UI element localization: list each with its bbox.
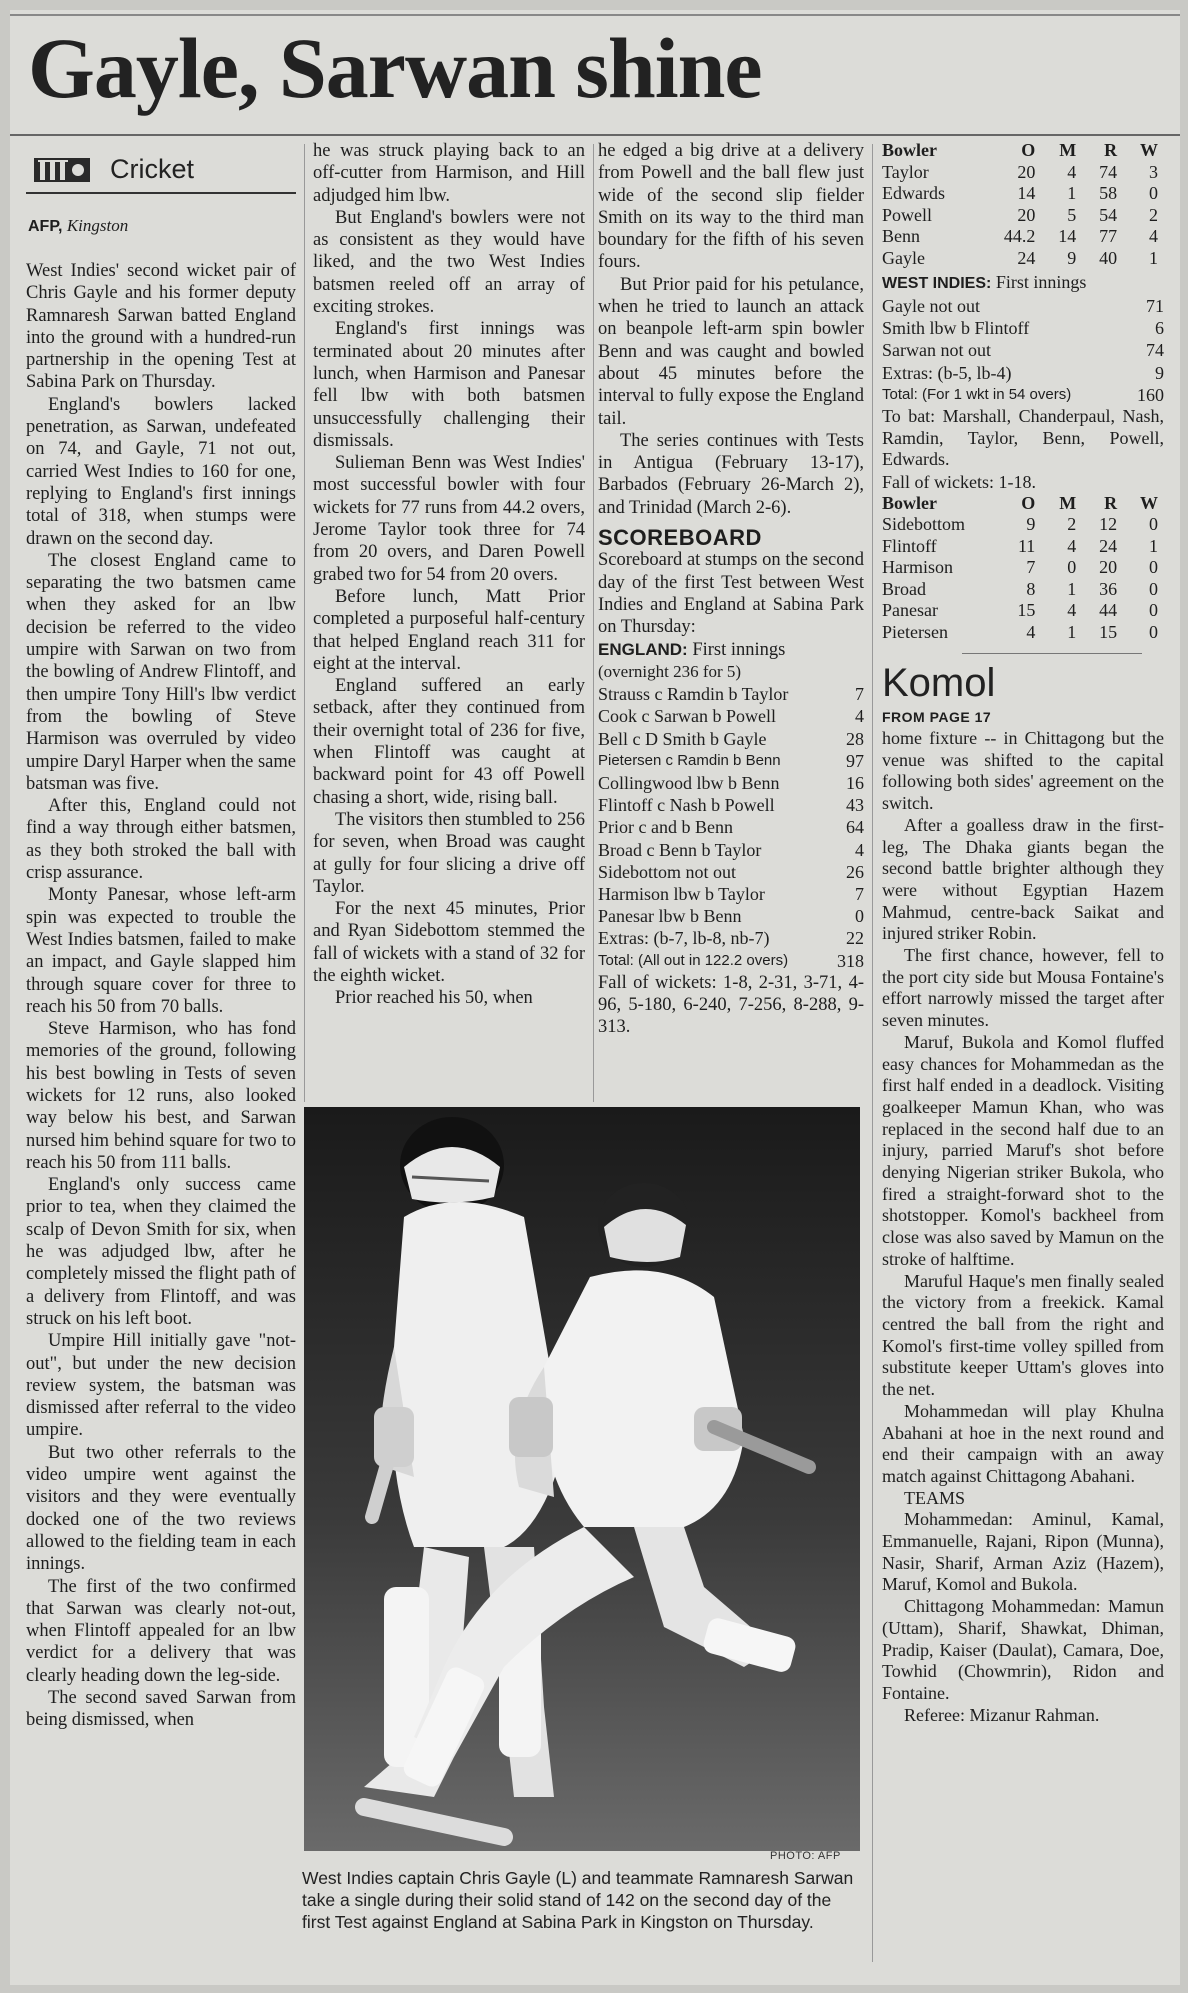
bowling-figure: 20: [1017, 161, 1036, 182]
article-paragraph: The visitors then stumbled to 256 for seven, when Broad was caught at gully for four slicing a drive off Taylor.: [313, 809, 585, 897]
scorecard-row: [598, 883, 864, 905]
bowling-figure: 74: [1099, 161, 1118, 182]
bowling-row: [882, 536, 1158, 558]
scorecard-runs: 6: [1155, 318, 1164, 339]
scorecard-runs: 4: [855, 706, 864, 727]
scorecard-row: [882, 295, 1164, 317]
scorecard-row: [598, 750, 864, 772]
article-paragraph: TEAMS: [904, 1487, 966, 1508]
article-paragraph: But England's bowlers were not as consistent as they would have liked, and the two West Indies batsmen reeled off an array of exciting strokes.: [313, 207, 585, 318]
scorecard-runs: 74: [1146, 340, 1164, 361]
photo-credit: PHOTO: AFP: [770, 1850, 841, 1862]
bowling-row: [882, 183, 1158, 205]
bowling-figure: 1: [1149, 535, 1158, 556]
article-paragraph: England's only success came prior to tea, when they claimed the scalp of Devon Smith for six, when he was adjudged lbw, after he completely missed the flight path of a delivery from Flintoff, and was struck on his left boot.: [26, 1175, 296, 1329]
article-paragraph: Maruful Haque's men finally sealed the victory from a freekick. Kamal centred the ball from the right and Komol's first-time volley spilled from substitute keeper Uttam's gloves into the net.: [882, 1270, 1164, 1400]
bowling-figure: 14: [1017, 183, 1036, 203]
wi-innings-heading: [882, 271, 1164, 295]
bowling-figure: 1: [1067, 578, 1077, 599]
bowling-header-row: [882, 140, 1158, 162]
article-paragraph: Prior reached his 50, when: [335, 988, 533, 1009]
scorecard-runs: 97: [846, 750, 864, 771]
scorecard-row: [598, 950, 864, 972]
photo-caption: West Indies captain Chris Gayle (L) and teammate Ramnaresh Sarwan take a single during their solid stand of 142 on the second day of the first Test against England at Sabina Park in Kingston on Thursday.: [302, 1868, 854, 1932]
article-paragraph: Umpire Hill initially gave "not-out", but under the new decision review system, the batsman was dismissed after referral to the video umpire.: [26, 1331, 296, 1441]
bowling-figure: 12: [1099, 514, 1118, 535]
scorecard-row: [598, 728, 864, 750]
scorecard-row: [598, 927, 864, 949]
scorecard-runs: 71: [1146, 296, 1164, 316]
article-paragraph: The closest England came to separating the two batsmen came when they asked for an lbw decision be referred to the video umpire with Sarwan on two from the bowling of Andrew Flintoff, and then umpire Tony Hill's lbw verdict from the bowling of Steve Harmison was overruled by video umpire Daryl Harper when the same batsman was five.: [26, 550, 296, 794]
scorecard-runs: 28: [846, 728, 864, 749]
bowling-figure: 14: [1058, 226, 1077, 246]
scorecard-runs: 7: [855, 883, 864, 904]
article-paragraph: For the next 45 minutes, Prior and Ryan Sidebottom stemmed the fall of wickets with a stand of 32 for the eighth wicket.: [313, 899, 585, 986]
bowler-name: Pietersen: [882, 621, 948, 642]
article-column-4: [882, 140, 1164, 1726]
scorecard-row: [598, 772, 864, 794]
article-paragraph: After a goalless draw in the first-leg, The Dhaka giants began the second battle brighter although they were without Egyptian Hazem Mahmud, centre-back Saikat and injured striker Robin.: [882, 814, 1164, 944]
cricket-stumps-icon: [32, 154, 92, 184]
scorecard-batsman: Extras: (b-5, lb-4): [882, 362, 1012, 383]
bowling-figure: 11: [1017, 535, 1036, 556]
scorecard-batsman: Pietersen c Ramdin b Benn: [598, 751, 781, 769]
bowler-name: Broad: [882, 578, 926, 599]
bowling-figure: 4: [1026, 621, 1036, 642]
scorecard-batsman: Collingwood lbw b Benn: [598, 772, 780, 793]
scorecard-batsman: Sidebottom not out: [598, 861, 737, 882]
bowler-name: Sidebottom: [882, 514, 966, 535]
scorecard-runs: 9: [1155, 362, 1164, 383]
bowling-row: [882, 226, 1158, 248]
bowling-row: [882, 162, 1158, 184]
article-paragraph: Maruf, Bukola and Komol fluffed easy chances for Mohammedan as the first half ended in a deadlock. Visiting goalkeeper Mamun Khan, who was replaced in the second half due to an injury, parried Maruf's shot before denying Nigerian striker Bukola, who fired a straight-forward shot to the shotstopper. Komol's backheel from close was also saved by Mamun on the stroke of halftime.: [882, 1031, 1164, 1269]
bowling-figure: 8: [1026, 578, 1036, 599]
article-paragraph: home fixture -- in Chittagong but the venue was shifted to the capital following both sides' agreement on the switch.: [882, 728, 1164, 814]
byline-place: Kingston: [66, 216, 129, 235]
scorecard-batsman: Gayle not out: [882, 296, 980, 316]
article-paragraph: England suffered an early setback, after they continued from their overnight total of 236 for five, when Flintoff was caught at backward point for 43 off Powell chasing a short, wide, rising ball.: [313, 676, 585, 808]
bowling-figure: 0: [1067, 557, 1077, 578]
bowling-figure: 44: [1099, 600, 1118, 621]
bowling-figure: 24: [1099, 535, 1118, 556]
batsmen-illustration: [304, 1107, 860, 1851]
scorecard-row: [598, 816, 864, 838]
match-photo: [304, 1107, 860, 1851]
england-innings-label: First innings: [692, 639, 786, 660]
bowling-figure: 5: [1067, 204, 1077, 225]
article-paragraph: Chittagong Mohammedan: Mamun (Uttam), Sharif, Shawkat, Dhiman, Pradip, Kaiser (Daulat), Camara, Doe, Towhid (Chowmrin), Ridon and Fontaine.: [882, 1596, 1164, 1703]
scorecard-batsman: Total: (For 1 wkt in 54 overs): [882, 385, 1072, 403]
scorecard-row: [598, 794, 864, 816]
bowling-figure: 58: [1099, 183, 1118, 203]
article-paragraph: Monty Panesar, whose left-arm spin was expected to trouble the West Indies batsmen, failed to make an impact, and Gayle slapped him through square cover for three to reach his 50 from 70 balls.: [26, 885, 296, 1017]
bowling-table-eng: [882, 493, 1158, 644]
scorecard-batsman: Strauss c Ramdin b Taylor: [598, 684, 789, 705]
article-paragraph: Mohammedan will play Khulna Abahani at hoe in the next round and end their campaign with an away match against Chittagong Abahani.: [882, 1400, 1164, 1486]
scorecard-batsman: Flintoff c Nash b Powell: [598, 795, 775, 816]
komol-headline: Komol: [882, 661, 996, 706]
bowling-figure: 20: [1099, 557, 1118, 578]
bowling-header-cell: M: [1059, 492, 1077, 513]
byline: [28, 216, 128, 236]
bowling-header-row: [882, 493, 1158, 515]
england-fall-of-wickets: Fall of wickets: 1-8, 2-31, 3-71, 4-96, 5-180, 6-240, 7-256, 8-288, 9-313.: [598, 972, 864, 1038]
article-column-2: [313, 140, 585, 1010]
scorecard-row: [598, 683, 864, 705]
article-paragraph: But two other referrals to the video umpire went against the visitors and they were eventually docked one of the two reviews allowed to the fielding team in each innings.: [26, 1442, 296, 1575]
scoreboard-intro: Scoreboard at stumps on the second day of the first Test between West Indies and England at Sabina Park on Thursday:: [598, 550, 864, 638]
bowler-name: Gayle: [882, 247, 925, 268]
england-innings-heading: [598, 639, 864, 661]
england-overnight: (overnight 236 for 5): [598, 661, 742, 681]
england-batting-list: [598, 683, 864, 972]
bowling-row: [882, 600, 1158, 622]
scorecard-row: [882, 362, 1164, 384]
scorecard-runs: 22: [846, 928, 864, 949]
scorecard-row: [598, 861, 864, 883]
article-paragraph: But Prior paid for his petulance, when he tried to launch an attack on beanpole left-arm spin bowler Benn and was caught and bowled about 45 minutes before the interval to fully expose the England tail.: [598, 274, 864, 429]
article-column-3: [598, 140, 864, 1039]
bowling-header-cell: R: [1104, 140, 1118, 160]
bowling-figure: 1: [1067, 183, 1077, 203]
scorecard-runs: 0: [855, 906, 864, 927]
bowler-name: Benn: [882, 226, 920, 246]
article-paragraph: he edged a big drive at a delivery from Powell and the ball flew just wide of the second slip fielder Smith on its way to the third man boundary for the fifth of his seven fours.: [598, 141, 864, 273]
article-column-1: [26, 260, 296, 1732]
bowling-figure: 4: [1067, 161, 1077, 182]
article-paragraph: After this, England could not find a way through either batsmen, as they both stroked the ball with crisp assurance.: [26, 796, 296, 884]
bowling-figure: 4: [1067, 600, 1077, 621]
bowling-figure: 7: [1026, 557, 1036, 578]
bowling-header-cell: W: [1140, 140, 1158, 160]
bowling-figure: 40: [1099, 247, 1118, 268]
bowling-figure: 0: [1149, 514, 1158, 535]
bowling-figure: 9: [1067, 247, 1077, 268]
column-divider: [593, 144, 594, 1102]
scorecard-batsman: Smith lbw b Flintoff: [882, 318, 1030, 339]
wi-to-bat: To bat: Marshall, Chanderpaul, Nash, Ramdin, Taylor, Benn, Powell, Edwards.: [882, 406, 1164, 470]
bowling-header-cell: R: [1104, 492, 1118, 513]
bowling-figure: 36: [1099, 578, 1118, 599]
bowling-figure: 77: [1099, 226, 1118, 246]
article-paragraph: The second saved Sarwan from being dismissed, when: [26, 1688, 296, 1731]
bowling-row: [882, 557, 1158, 579]
scorecard-row: [882, 384, 1164, 406]
wi-label: WEST INDIES:: [882, 275, 992, 292]
scorecard-batsman: Prior c and b Benn: [598, 817, 733, 838]
komol-article: [882, 728, 1164, 1726]
article-paragraph: England's bowlers lacked penetration, as Sarwan, undefeated on 74, and Gayle, 71 not out, carried West Indies to 160 for one, replying to England's first innings total of 318, when stumps were drawn on the second day.: [26, 394, 296, 549]
bowling-header-cell: Bowler: [882, 492, 937, 513]
england-label: ENGLAND:: [598, 639, 688, 659]
column-divider: [872, 144, 873, 1962]
scorecard-runs: 43: [846, 795, 864, 816]
wi-innings-label: First innings: [995, 272, 1087, 292]
scorecard-runs: 16: [846, 772, 864, 793]
article-paragraph: Sulieman Benn was West Indies' most successful bowler with four wickets for 77 runs from 44.2 overs, Jerome Taylor took three for 74 from 20 overs, and Daren Powell grabed two for 54 from 20 overs.: [313, 453, 585, 585]
bowling-row: [882, 514, 1158, 536]
article-paragraph: Before lunch, Matt Prior completed a purposeful half-century that helped England reach 311 for eight at the interval.: [313, 586, 585, 674]
bowling-header-cell: M: [1059, 140, 1077, 160]
bowling-figure: 4: [1149, 226, 1158, 246]
bowling-figure: 3: [1149, 161, 1158, 182]
scorecard-batsman: Cook c Sarwan b Powell: [598, 706, 776, 727]
bowling-header-cell: Bowler: [882, 140, 937, 160]
wi-fall-of-wickets: Fall of wickets: 1-18.: [882, 471, 1036, 492]
scorecard-batsman: Sarwan not out: [882, 340, 991, 361]
bowling-figure: 54: [1099, 204, 1118, 225]
bowling-figure: 1: [1067, 621, 1077, 642]
scorecard-batsman: Harmison lbw b Taylor: [598, 883, 765, 904]
scorecard-runs: 7: [855, 684, 864, 705]
scorecard-runs: 26: [846, 861, 864, 882]
scoreboard: [598, 527, 864, 1039]
article-paragraph: Referee: Mizanur Rahman.: [904, 1704, 1100, 1725]
bowling-figure: 0: [1149, 557, 1158, 578]
scorecard-batsman: Broad c Benn b Taylor: [598, 839, 762, 860]
bowling-figure: 1: [1149, 247, 1158, 268]
bowling-row: [882, 248, 1158, 270]
top-rule: [10, 14, 1180, 16]
bowling-figure: 2: [1067, 514, 1077, 535]
article-paragraph: Steve Harmison, who has fond memories of the ground, following his best bowling in Tests of seven wickets for 12 runs, also looked way below his best, and Sarwan nursed him behind square for two to reach his 50 from 111 balls.: [26, 1019, 296, 1173]
article-paragraph: The series continues with Tests in Antigua (February 13-17), Barbados (February 26-March 2), and Trinidad (March 2-6).: [598, 430, 864, 518]
bowling-row: [882, 205, 1158, 227]
bowler-name: Flintoff: [882, 535, 937, 556]
newspaper-page: [10, 10, 1180, 1985]
section-divider: [962, 653, 1142, 654]
scorecard-batsman: Total: (All out in 122.2 overs): [598, 951, 789, 969]
byline-agency: AFP,: [28, 218, 63, 235]
bowling-figure: 9: [1026, 514, 1036, 535]
headline: Gayle, Sarwan shine: [28, 20, 762, 116]
wi-batting-list: [882, 295, 1164, 406]
bowler-name: Panesar: [882, 600, 938, 621]
bowler-name: Powell: [882, 204, 933, 225]
scorecard-row: [882, 339, 1164, 361]
scoreboard-heading: SCOREBOARD: [598, 525, 762, 551]
article-paragraph: England's first innings was terminated about 20 minutes after lunch, when Harmison and Panesar fell lbw with both batsmen unsuccessfully challenging their dismissals.: [313, 319, 585, 451]
scorecard-batsman: Extras: (b-7, lb-8, nb-7): [598, 928, 770, 949]
article-paragraph: The first chance, however, fell to the port city side but Mousa Fontaine's effort narrowly missed the target after seven minutes.: [882, 945, 1164, 1031]
scorecard-row: [598, 705, 864, 727]
bowling-table-wi: [882, 140, 1158, 269]
article-paragraph: he was struck playing back to an off-cutter from Harmison, and Hill adjudged him lbw.: [313, 141, 585, 206]
bowler-name: Taylor: [882, 161, 929, 182]
bowling-figure: 0: [1149, 183, 1158, 203]
bowling-figure: 15: [1099, 621, 1118, 642]
bowling-figure: 4: [1067, 535, 1077, 556]
article-paragraph: The first of the two confirmed that Sarwan was clearly not-out, when Flintoff appealed for an lbw verdict for a delivery that was clearly heading down the leg-side.: [26, 1576, 296, 1686]
bowling-figure: 0: [1149, 600, 1158, 621]
bowling-figure: 15: [1017, 600, 1036, 621]
bowling-figure: 24: [1017, 247, 1036, 268]
bowling-row: [882, 622, 1158, 644]
scorecard-batsman: Bell c D Smith b Gayle: [598, 728, 767, 749]
headline-rule: [10, 134, 1180, 136]
bowling-figure: 44.2: [1003, 226, 1036, 246]
scorecard-row: [598, 839, 864, 861]
scorecard-runs: 64: [846, 817, 864, 838]
column-divider: [304, 144, 305, 1102]
bowling-figure: 0: [1149, 621, 1158, 642]
bowling-header-cell: O: [1021, 140, 1036, 160]
bowling-row: [882, 579, 1158, 601]
article-paragraph: West Indies' second wicket pair of Chris Gayle and his former deputy Ramnaresh Sarwan batted England into the ground with a hundred-run partnership in the opening Test at Sabina Park on Thursday.: [26, 261, 296, 393]
bowling-header-cell: W: [1140, 492, 1158, 513]
bowling-figure: 2: [1149, 204, 1158, 225]
section-label: Cricket: [110, 154, 195, 184]
bowling-header-cell: O: [1021, 492, 1036, 513]
bowler-name: Edwards: [882, 183, 945, 203]
article-paragraph: Mohammedan: Aminul, Kamal, Emmanuelle, Rajani, Ripon (Munna), Nasir, Sharif, Arman Aziz (Hazem), Maruf, Komol and Bukola.: [882, 1509, 1164, 1595]
bowling-figure: 0: [1149, 578, 1158, 599]
scorecard-runs: 318: [837, 950, 864, 971]
section-kicker: [26, 150, 296, 194]
bowling-figure: 20: [1017, 204, 1036, 225]
scorecard-runs: 4: [855, 839, 864, 860]
scorecard-row: [598, 905, 864, 927]
scorecard-batsman: Panesar lbw b Benn: [598, 906, 742, 927]
komol-from-page: FROM PAGE 17: [882, 709, 992, 726]
bowler-name: Harmison: [882, 557, 953, 578]
scorecard-runs: 160: [1137, 384, 1164, 405]
scorecard-row: [882, 317, 1164, 339]
